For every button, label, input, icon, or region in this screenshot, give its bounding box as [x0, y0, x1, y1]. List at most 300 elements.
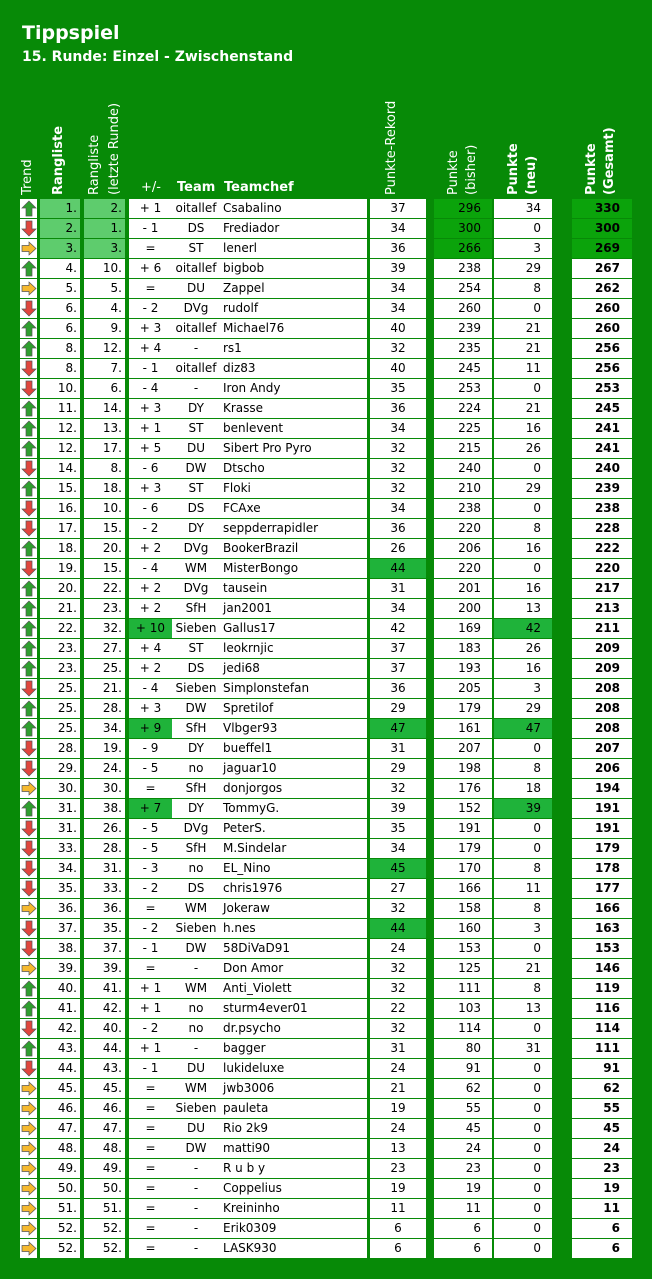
punkte-rekord-cell: 35 — [370, 379, 426, 398]
table-row — [0, 899, 652, 919]
trend-cell — [20, 1079, 37, 1098]
teamchef-cell: sturm4ever01 — [220, 999, 367, 1018]
trend-cell — [20, 819, 37, 838]
trend-cell — [20, 1219, 37, 1238]
rank-change-cell: = — [129, 1219, 172, 1238]
punkte-bisher-cell: 55 — [434, 1099, 492, 1118]
punkte-bisher-cell: 6 — [434, 1219, 492, 1238]
punkte-rekord-cell: 36 — [370, 239, 426, 258]
header-bisher-1: Punkte — [446, 150, 461, 195]
team-cell: WM — [172, 979, 220, 998]
teamchef-cell: rs1 — [220, 339, 367, 358]
punkte-gesamt-cell: 19 — [572, 1179, 632, 1198]
teamchef-cell: Simplonstefan — [220, 679, 367, 698]
table-row — [0, 799, 652, 819]
table-row — [0, 359, 652, 379]
punkte-rekord-cell: 34 — [370, 299, 426, 318]
punkte-bisher-cell: 260 — [434, 299, 492, 318]
previous-rank-cell: 25. — [84, 659, 125, 678]
rank-cell: 29. — [40, 759, 80, 778]
rank-change-cell: + 2 — [129, 659, 172, 678]
team-cell: Sieben — [172, 619, 220, 638]
trend-cell — [20, 419, 37, 438]
trend-cell — [20, 219, 37, 238]
table-row — [0, 299, 652, 319]
punkte-neu-cell: 26 — [494, 439, 552, 458]
punkte-gesamt-cell: 240 — [572, 459, 632, 478]
teamchef-cell: Floki — [220, 479, 367, 498]
punkte-bisher-cell: 215 — [434, 439, 492, 458]
team-cell: - — [172, 959, 220, 978]
rank-cell: 12. — [40, 439, 80, 458]
rank-change-cell: - 2 — [129, 1019, 172, 1038]
punkte-gesamt-cell: 45 — [572, 1119, 632, 1138]
rank-change-cell: + 1 — [129, 419, 172, 438]
rank-cell: 12. — [40, 419, 80, 438]
table-row — [0, 659, 652, 679]
teamchef-cell: M.Sindelar — [220, 839, 367, 858]
table-row — [0, 919, 652, 939]
teamchef-cell: dr.psycho — [220, 1019, 367, 1038]
team-cell: - — [172, 1219, 220, 1238]
previous-rank-cell: 44. — [84, 1039, 125, 1058]
punkte-neu-cell: 21 — [494, 319, 552, 338]
punkte-rekord-cell: 6 — [370, 1219, 426, 1238]
teamchef-cell: jan2001 — [220, 599, 367, 618]
punkte-neu-cell: 8 — [494, 279, 552, 298]
rank-change-cell: + 6 — [129, 259, 172, 278]
trend-cell — [20, 259, 37, 278]
teamchef-cell: Rio 2k9 — [220, 1119, 367, 1138]
teamchef-cell: lenerl — [220, 239, 367, 258]
trend-cell — [20, 479, 37, 498]
rank-change-cell: - 4 — [129, 559, 172, 578]
punkte-bisher-cell: 125 — [434, 959, 492, 978]
previous-rank-cell: 43. — [84, 1059, 125, 1078]
rank-change-cell: = — [129, 1159, 172, 1178]
punkte-gesamt-cell: 11 — [572, 1199, 632, 1218]
punkte-bisher-cell: 45 — [434, 1119, 492, 1138]
punkte-bisher-cell: 11 — [434, 1199, 492, 1218]
table-row — [0, 219, 652, 239]
rank-cell: 23. — [40, 639, 80, 658]
trend-cell — [20, 379, 37, 398]
rank-change-cell: = — [129, 1139, 172, 1158]
punkte-gesamt-cell: 208 — [572, 679, 632, 698]
punkte-gesamt-cell: 119 — [572, 979, 632, 998]
rank-cell: 50. — [40, 1179, 80, 1198]
teamchef-cell: Coppelius — [220, 1179, 367, 1198]
team-cell: Sieben — [172, 919, 220, 938]
punkte-bisher-cell: 166 — [434, 879, 492, 898]
punkte-bisher-cell: 238 — [434, 259, 492, 278]
table-row — [0, 699, 652, 719]
header-team: Team — [177, 180, 216, 195]
punkte-rekord-cell: 39 — [370, 799, 426, 818]
punkte-gesamt-cell: 191 — [572, 819, 632, 838]
trend-cell — [20, 639, 37, 658]
table-row — [0, 1039, 652, 1059]
team-cell: DS — [172, 499, 220, 518]
table-row — [0, 879, 652, 899]
punkte-rekord-cell: 37 — [370, 199, 426, 218]
teamchef-cell: pauleta — [220, 1099, 367, 1118]
rank-change-cell: - 3 — [129, 859, 172, 878]
previous-rank-cell: 26. — [84, 819, 125, 838]
rank-change-cell: + 3 — [129, 699, 172, 718]
rank-change-cell: + 2 — [129, 599, 172, 618]
trend-cell — [20, 459, 37, 478]
punkte-gesamt-cell: 300 — [572, 219, 632, 238]
previous-rank-cell: 20. — [84, 539, 125, 558]
table-row — [0, 1159, 652, 1179]
trend-cell — [20, 339, 37, 358]
punkte-gesamt-cell: 179 — [572, 839, 632, 858]
punkte-gesamt-cell: 91 — [572, 1059, 632, 1078]
punkte-bisher-cell: 200 — [434, 599, 492, 618]
rank-change-cell: = — [129, 1179, 172, 1198]
header-neu-2: (neu) — [524, 155, 539, 195]
previous-rank-cell: 31. — [84, 859, 125, 878]
team-cell: DU — [172, 439, 220, 458]
team-cell: - — [172, 1039, 220, 1058]
rank-cell: 23. — [40, 659, 80, 678]
rank-change-cell: - 4 — [129, 679, 172, 698]
rank-change-cell: - 5 — [129, 759, 172, 778]
teamchef-cell: jaguar10 — [220, 759, 367, 778]
table-row — [0, 339, 652, 359]
teamchef-cell: leokrnjic — [220, 639, 367, 658]
header-gesamt-2: (Gesamt) — [602, 127, 617, 195]
punkte-neu-cell: 29 — [494, 699, 552, 718]
punkte-gesamt-cell: 114 — [572, 1019, 632, 1038]
punkte-bisher-cell: 245 — [434, 359, 492, 378]
previous-rank-cell: 40. — [84, 1019, 125, 1038]
table-row — [0, 439, 652, 459]
trend-cell — [20, 199, 37, 218]
teamchef-cell: Zappel — [220, 279, 367, 298]
teamchef-cell: Michael76 — [220, 319, 367, 338]
punkte-neu-cell: 21 — [494, 959, 552, 978]
team-cell: DS — [172, 879, 220, 898]
previous-rank-cell: 2. — [84, 199, 125, 218]
trend-cell — [20, 979, 37, 998]
rank-cell: 47. — [40, 1119, 80, 1138]
punkte-rekord-cell: 34 — [370, 419, 426, 438]
teamchef-cell: matti90 — [220, 1139, 367, 1158]
rank-cell: 45. — [40, 1079, 80, 1098]
punkte-rekord-cell: 24 — [370, 1119, 426, 1138]
rank-change-cell: + 4 — [129, 639, 172, 658]
punkte-rekord-cell: 34 — [370, 279, 426, 298]
table-row — [0, 199, 652, 219]
punkte-gesamt-cell: 239 — [572, 479, 632, 498]
table-row — [0, 259, 652, 279]
table-row — [0, 1099, 652, 1119]
trend-cell — [20, 399, 37, 418]
punkte-neu-cell: 21 — [494, 399, 552, 418]
team-cell: WM — [172, 1079, 220, 1098]
trend-cell — [20, 679, 37, 698]
previous-rank-cell: 47. — [84, 1119, 125, 1138]
punkte-neu-cell: 0 — [494, 219, 552, 238]
punkte-gesamt-cell: 241 — [572, 439, 632, 458]
table-row — [0, 759, 652, 779]
punkte-neu-cell: 0 — [494, 459, 552, 478]
team-cell: DW — [172, 939, 220, 958]
table-row — [0, 639, 652, 659]
previous-rank-cell: 18. — [84, 479, 125, 498]
team-cell: Sieben — [172, 1099, 220, 1118]
punkte-gesamt-cell: 262 — [572, 279, 632, 298]
punkte-bisher-cell: 198 — [434, 759, 492, 778]
team-cell: Sieben — [172, 679, 220, 698]
punkte-bisher-cell: 240 — [434, 459, 492, 478]
rank-cell: 20. — [40, 579, 80, 598]
team-cell: DY — [172, 519, 220, 538]
rank-change-cell: + 1 — [129, 1039, 172, 1058]
punkte-rekord-cell: 32 — [370, 959, 426, 978]
punkte-bisher-cell: 239 — [434, 319, 492, 338]
rank-cell: 10. — [40, 379, 80, 398]
rank-cell: 48. — [40, 1139, 80, 1158]
teamchef-cell: R u b y — [220, 1159, 367, 1178]
team-cell: DVg — [172, 819, 220, 838]
trend-cell — [20, 519, 37, 538]
teamchef-cell: Sibert Pro Pyro — [220, 439, 367, 458]
punkte-bisher-cell: 169 — [434, 619, 492, 638]
rank-cell: 2. — [40, 219, 80, 238]
team-cell: oitallef — [172, 319, 220, 338]
punkte-neu-cell: 0 — [494, 299, 552, 318]
trend-cell — [20, 559, 37, 578]
trend-cell — [20, 1159, 37, 1178]
punkte-gesamt-cell: 209 — [572, 659, 632, 678]
punkte-gesamt-cell: 194 — [572, 779, 632, 798]
trend-cell — [20, 1199, 37, 1218]
trend-cell — [20, 1059, 37, 1078]
punkte-gesamt-cell: 6 — [572, 1219, 632, 1238]
previous-rank-cell: 27. — [84, 639, 125, 658]
rank-change-cell: + 3 — [129, 319, 172, 338]
team-cell: oitallef — [172, 199, 220, 218]
previous-rank-cell: 10. — [84, 259, 125, 278]
table-row — [0, 419, 652, 439]
rank-change-cell: - 1 — [129, 939, 172, 958]
table-row — [0, 499, 652, 519]
teamchef-cell: EL_Nino — [220, 859, 367, 878]
punkte-rekord-cell: 21 — [370, 1079, 426, 1098]
trend-cell — [20, 999, 37, 1018]
punkte-rekord-cell: 34 — [370, 219, 426, 238]
punkte-rekord-cell: 37 — [370, 639, 426, 658]
punkte-neu-cell: 16 — [494, 659, 552, 678]
rank-cell: 44. — [40, 1059, 80, 1078]
punkte-rekord-cell: 32 — [370, 339, 426, 358]
previous-rank-cell: 49. — [84, 1159, 125, 1178]
punkte-neu-cell: 3 — [494, 679, 552, 698]
punkte-gesamt-cell: 260 — [572, 319, 632, 338]
punkte-neu-cell: 16 — [494, 579, 552, 598]
trend-cell — [20, 919, 37, 938]
rank-cell: 11. — [40, 399, 80, 418]
rank-cell: 39. — [40, 959, 80, 978]
punkte-rekord-cell: 27 — [370, 879, 426, 898]
punkte-rekord-cell: 36 — [370, 519, 426, 538]
previous-rank-cell: 15. — [84, 559, 125, 578]
trend-cell — [20, 839, 37, 858]
punkte-bisher-cell: 300 — [434, 219, 492, 238]
trend-cell — [20, 1039, 37, 1058]
table-row — [0, 579, 652, 599]
table-row — [0, 679, 652, 699]
trend-cell — [20, 699, 37, 718]
punkte-gesamt-cell: 116 — [572, 999, 632, 1018]
punkte-neu-cell: 26 — [494, 639, 552, 658]
rank-change-cell: + 3 — [129, 399, 172, 418]
rank-change-cell: - 1 — [129, 219, 172, 238]
punkte-bisher-cell: 152 — [434, 799, 492, 818]
header-rangliste: Rangliste — [51, 125, 66, 195]
trend-cell — [20, 1119, 37, 1138]
team-cell: DS — [172, 659, 220, 678]
punkte-bisher-cell: 210 — [434, 479, 492, 498]
punkte-bisher-cell: 179 — [434, 699, 492, 718]
punkte-bisher-cell: 193 — [434, 659, 492, 678]
teamchef-cell: Csabalino — [220, 199, 367, 218]
team-cell: oitallef — [172, 259, 220, 278]
punkte-neu-cell: 8 — [494, 759, 552, 778]
punkte-rekord-cell: 32 — [370, 979, 426, 998]
punkte-rekord-cell: 36 — [370, 679, 426, 698]
rank-cell: 25. — [40, 719, 80, 738]
table-row — [0, 1019, 652, 1039]
rank-change-cell: = — [129, 239, 172, 258]
rank-cell: 17. — [40, 519, 80, 538]
previous-rank-cell: 41. — [84, 979, 125, 998]
rank-change-cell: = — [129, 1119, 172, 1138]
punkte-neu-cell: 29 — [494, 479, 552, 498]
rank-cell: 4. — [40, 259, 80, 278]
previous-rank-cell: 38. — [84, 799, 125, 818]
trend-cell — [20, 239, 37, 258]
rank-change-cell: + 4 — [129, 339, 172, 358]
punkte-neu-cell: 29 — [494, 259, 552, 278]
punkte-neu-cell: 0 — [494, 1159, 552, 1178]
punkte-neu-cell: 16 — [494, 419, 552, 438]
team-cell: no — [172, 1019, 220, 1038]
punkte-bisher-cell: 254 — [434, 279, 492, 298]
rank-cell: 14. — [40, 459, 80, 478]
teamchef-cell: jedi68 — [220, 659, 367, 678]
team-cell: DW — [172, 1139, 220, 1158]
punkte-rekord-cell: 11 — [370, 1199, 426, 1218]
punkte-rekord-cell: 23 — [370, 1159, 426, 1178]
teamchef-cell: BookerBrazil — [220, 539, 367, 558]
table-row — [0, 1079, 652, 1099]
previous-rank-cell: 51. — [84, 1199, 125, 1218]
punkte-neu-cell: 8 — [494, 979, 552, 998]
punkte-neu-cell: 0 — [494, 1219, 552, 1238]
rank-change-cell: - 6 — [129, 459, 172, 478]
punkte-bisher-cell: 24 — [434, 1139, 492, 1158]
teamchef-cell: Vlbger93 — [220, 719, 367, 738]
team-cell: no — [172, 999, 220, 1018]
rank-cell: 40. — [40, 979, 80, 998]
rank-change-cell: - 2 — [129, 519, 172, 538]
team-cell: DY — [172, 399, 220, 418]
punkte-neu-cell: 13 — [494, 999, 552, 1018]
team-cell: ST — [172, 419, 220, 438]
table-row — [0, 1219, 652, 1239]
rank-change-cell: = — [129, 959, 172, 978]
team-cell: SfH — [172, 839, 220, 858]
header-trend: Trend — [20, 159, 35, 195]
punkte-gesamt-cell: 238 — [572, 499, 632, 518]
trend-cell — [20, 739, 37, 758]
table-row — [0, 979, 652, 999]
trend-cell — [20, 879, 37, 898]
teamchef-cell: jwb3006 — [220, 1079, 367, 1098]
team-cell: ST — [172, 479, 220, 498]
previous-rank-cell: 37. — [84, 939, 125, 958]
teamchef-cell: LASK930 — [220, 1239, 367, 1258]
previous-rank-cell: 8. — [84, 459, 125, 478]
punkte-neu-cell: 42 — [494, 619, 552, 638]
punkte-rekord-cell: 31 — [370, 739, 426, 758]
teamchef-cell: PeterS. — [220, 819, 367, 838]
teamchef-cell: chris1976 — [220, 879, 367, 898]
teamchef-cell: Don Amor — [220, 959, 367, 978]
table-row — [0, 379, 652, 399]
previous-rank-cell: 1. — [84, 219, 125, 238]
rank-cell: 21. — [40, 599, 80, 618]
previous-rank-cell: 32. — [84, 619, 125, 638]
punkte-gesamt-cell: 177 — [572, 879, 632, 898]
teamchef-cell: bagger — [220, 1039, 367, 1058]
previous-rank-cell: 35. — [84, 919, 125, 938]
punkte-gesamt-cell: 191 — [572, 799, 632, 818]
table-row — [0, 1199, 652, 1219]
team-cell: SfH — [172, 599, 220, 618]
punkte-gesamt-cell: 330 — [572, 199, 632, 218]
rank-change-cell: + 2 — [129, 539, 172, 558]
rank-cell: 52. — [40, 1219, 80, 1238]
rank-change-cell: + 7 — [129, 799, 172, 818]
punkte-neu-cell: 8 — [494, 859, 552, 878]
rank-cell: 3. — [40, 239, 80, 258]
punkte-neu-cell: 11 — [494, 879, 552, 898]
header-rekord: Punkte-Rekord — [384, 100, 399, 195]
rank-cell: 31. — [40, 799, 80, 818]
trend-cell — [20, 759, 37, 778]
punkte-bisher-cell: 205 — [434, 679, 492, 698]
rank-change-cell: - 6 — [129, 499, 172, 518]
punkte-rekord-cell: 26 — [370, 539, 426, 558]
rank-change-cell: = — [129, 1099, 172, 1118]
previous-rank-cell: 12. — [84, 339, 125, 358]
previous-rank-cell: 39. — [84, 959, 125, 978]
punkte-neu-cell: 34 — [494, 199, 552, 218]
table-row — [0, 539, 652, 559]
table-row — [0, 479, 652, 499]
punkte-neu-cell: 0 — [494, 1239, 552, 1258]
punkte-bisher-cell: 111 — [434, 979, 492, 998]
team-cell: - — [172, 1179, 220, 1198]
table-row — [0, 1239, 652, 1259]
rank-cell: 42. — [40, 1019, 80, 1038]
previous-rank-cell: 48. — [84, 1139, 125, 1158]
